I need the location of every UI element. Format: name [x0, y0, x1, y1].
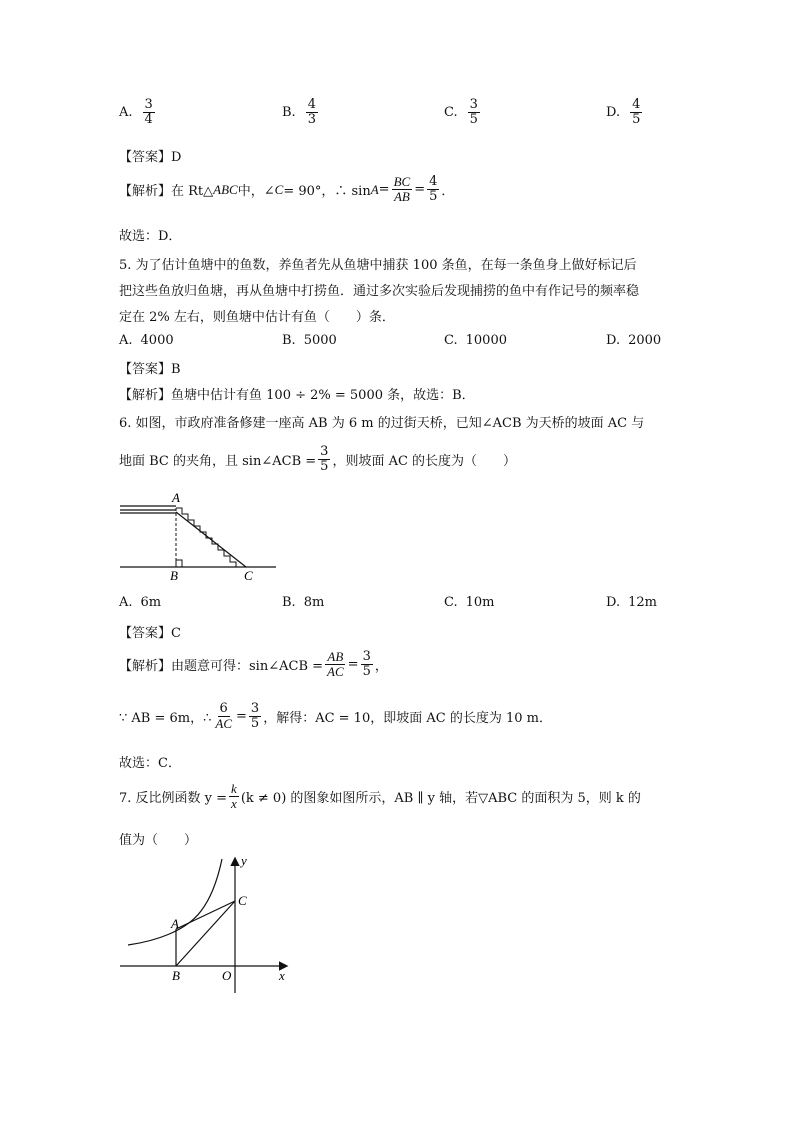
- point-c-label: C: [238, 893, 247, 908]
- analysis-fraction: $\frac{BC}{AB}$: [393, 174, 411, 205]
- option-label: A.: [119, 333, 133, 348]
- option-label: B.: [282, 333, 296, 348]
- q4-option-d: [606, 98, 644, 128]
- q6-stem-line1: 6. 如图，市政府准备修建一座高 AB 为 6 m 的过街天桥，已知∠ACB 为天桥的坡面 AC 与: [119, 416, 645, 431]
- point-a-label: A: [172, 490, 180, 505]
- option-text: 2000: [628, 333, 662, 348]
- q5-option-a: [119, 333, 174, 348]
- option-label: D.: [606, 595, 621, 610]
- q6-bridge-figure: [116, 488, 281, 586]
- analysis-text: ，: [374, 659, 388, 675]
- option-text: 12m: [628, 595, 657, 610]
- q5-option-b: [282, 333, 337, 348]
- stem-text: 7. 反比例函数 y =: [119, 791, 228, 807]
- option-text: 10000: [465, 333, 507, 348]
- analysis-text: = 90°，∴ sin: [283, 184, 371, 200]
- axis-x-label: x: [279, 968, 285, 983]
- analysis-fraction: $\frac{6}{AC}$: [215, 701, 232, 732]
- point-b-label: B: [170, 568, 178, 583]
- option-label: C.: [444, 595, 458, 610]
- q4-option-c: [444, 98, 482, 128]
- analysis-text: ，解得：AC = 10，即坡面 AC 的长度为 10 m．: [263, 711, 552, 727]
- q6-option-b: [282, 595, 324, 610]
- stem-fraction: $\frac{k}{x}$: [231, 781, 237, 812]
- analysis-tag: 【解析】: [119, 388, 172, 403]
- q6-answer: [119, 622, 181, 641]
- point-c-label: C: [244, 568, 253, 583]
- analysis-text: 在 Rt△: [171, 184, 214, 200]
- answer-value: B: [171, 362, 181, 377]
- answer-value: C: [171, 626, 181, 641]
- q5-analysis: [119, 384, 475, 403]
- analysis-var: A: [370, 181, 379, 197]
- point-b-label: B: [172, 968, 180, 983]
- option-label: B.: [282, 105, 296, 121]
- q4-analysis: 【解析】 在 Rt△ ABC 中，∠ C = 90°，∴ sin A = $\frac{BC}{AB}$ = $\frac{4}{5}$ ．: [119, 174, 455, 205]
- q6-option-a: [119, 595, 161, 610]
- stem-text: (k ≠ 0) 的图象如图所示，AB ∥ y 轴，若▽ABC 的面积为 5，则 k 的: [240, 791, 641, 807]
- analysis-var: C: [274, 181, 284, 197]
- q6-option-c: [444, 595, 495, 610]
- q4-option-b: [282, 98, 320, 128]
- q6-stem-line2: [119, 445, 516, 475]
- q7-stem-line1: [119, 782, 641, 812]
- point-a-label: A: [171, 916, 179, 931]
- q4-conclusion: 故选：D．: [119, 229, 182, 244]
- analysis-fraction: $\frac{4}{5}$: [429, 174, 438, 205]
- option-label: A.: [119, 595, 133, 610]
- option-text: 8m: [303, 595, 325, 610]
- axis-y-label: y: [241, 853, 247, 868]
- origin-label: O: [222, 968, 232, 983]
- analysis-fraction: $\frac{3}{5}$: [362, 649, 371, 680]
- analysis-text: ．: [441, 184, 455, 200]
- answer-tag: 【答案】: [119, 362, 172, 377]
- q6-analysis-line1: 【解析】 由题意可得：sin∠ACB = $\frac{AB}{AC}$ = $\frac{3}{5}$ ，: [119, 649, 388, 680]
- q5-option-d: [606, 333, 661, 348]
- option-text: 4000: [140, 333, 174, 348]
- analysis-fraction: $\frac{3}{5}$: [250, 701, 260, 732]
- option-label: D.: [606, 333, 621, 348]
- option-label: D.: [606, 105, 621, 121]
- analysis-var: ABC: [213, 181, 238, 197]
- option-text: 5000: [303, 333, 337, 348]
- q6-analysis-line2: ∵ AB = 6m，∴ $\frac{6}{AC}$ = $\frac{3}{5}$ ，解得：AC = 10，即坡面 AC 的长度为 10 m．: [119, 701, 552, 732]
- option-text: 6m: [140, 595, 162, 610]
- q4-answer: [119, 146, 181, 165]
- q5-answer: [119, 358, 181, 377]
- option-text: 10m: [465, 595, 495, 610]
- stem-text: ，则坡面 AC 的长度为（ ）: [332, 454, 517, 470]
- q5-stem-line3: 定在 2% 左右，则鱼塘中估计有鱼（ ）条．: [119, 310, 395, 325]
- q7-stem-line2: 值为（ ）: [119, 833, 198, 848]
- q5-stem-line1: 5. 为了估计鱼塘中的鱼数，养鱼者先从鱼塘中捕获 100 条鱼，在每一条鱼身上做好标记后: [119, 258, 637, 273]
- option-label: B.: [282, 595, 296, 610]
- analysis-text: 中，∠: [237, 184, 275, 200]
- option-fraction: $\frac{4}{3}$: [307, 97, 316, 128]
- answer-value: D: [171, 150, 182, 165]
- analysis-tag: 【解析】: [119, 184, 172, 200]
- option-fraction: $\frac{4}{5}$: [632, 97, 641, 128]
- analysis-text: 由题意可得：sin∠ACB =: [171, 659, 324, 675]
- analysis-text: 鱼塘中估计有鱼 100 ÷ 2% = 5000 条，故选：B．: [171, 388, 475, 403]
- option-fraction: $\frac{3}{4}$: [144, 97, 153, 128]
- q6-option-d: [606, 595, 657, 610]
- analysis-text: ∵ AB = 6m，∴: [119, 711, 212, 727]
- q6-conclusion: 故选：C．: [119, 756, 181, 771]
- analysis-text: =: [378, 182, 390, 198]
- q4-option-a: [119, 98, 157, 128]
- q7-hyperbola-figure: [116, 853, 296, 998]
- option-fraction: $\frac{3}{5}$: [469, 97, 478, 128]
- option-label: A.: [119, 105, 133, 121]
- stem-text: 地面 BC 的夹角，且 sin∠ACB =: [119, 454, 317, 470]
- answer-tag: 【答案】: [119, 626, 172, 641]
- q5-stem-line2: 把这些鱼放归鱼塘，再从鱼塘中打捞鱼．通过多次实验后发现捕捞的鱼中有作记号的频率稳: [119, 284, 640, 299]
- q5-option-c: [444, 333, 507, 348]
- option-label: C.: [444, 105, 458, 121]
- analysis-tag: 【解析】: [119, 659, 172, 675]
- stem-fraction: $\frac{3}{5}$: [320, 444, 329, 475]
- answer-tag: 【答案】: [119, 150, 172, 165]
- option-label: C.: [444, 333, 458, 348]
- analysis-fraction: $\frac{AB}{AC}$: [327, 649, 344, 680]
